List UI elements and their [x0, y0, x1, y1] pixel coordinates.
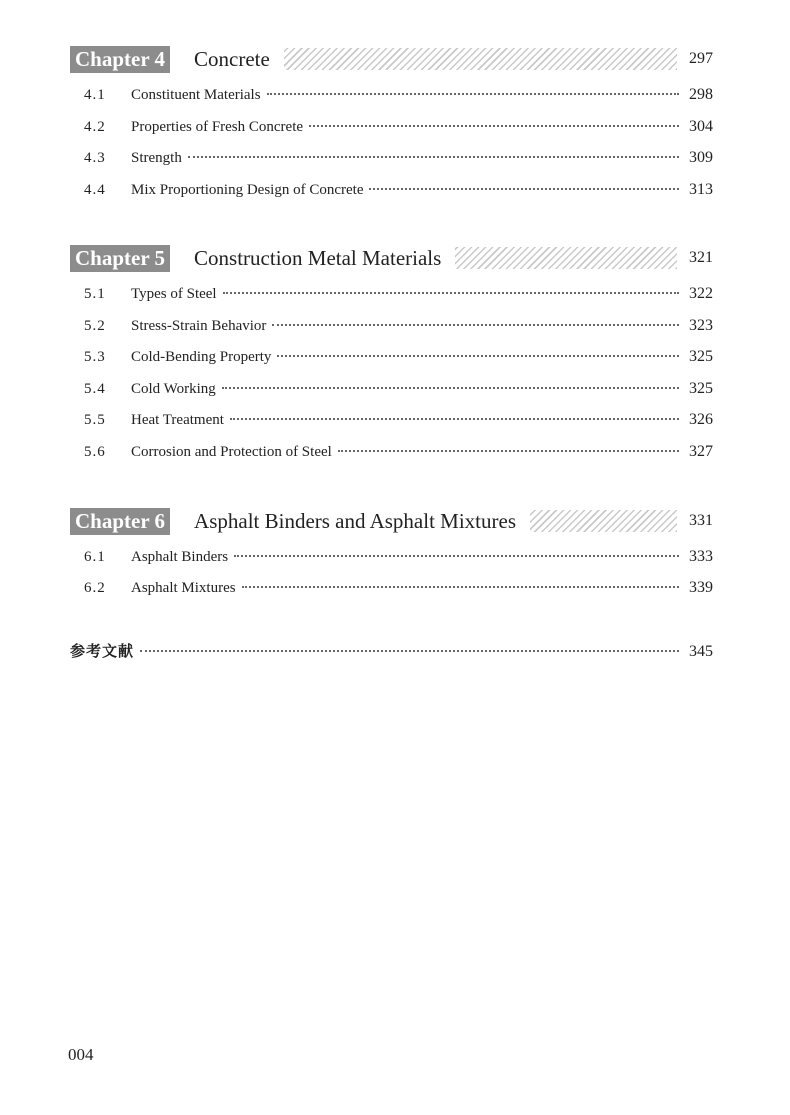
chapter-4-title: Concrete — [194, 46, 270, 71]
leader-dots — [309, 125, 679, 127]
section-number: 5.4 — [84, 381, 106, 397]
section-number: 5.6 — [84, 444, 106, 460]
leader-dots — [234, 555, 679, 557]
chapter-5-heading[interactable] — [70, 243, 713, 273]
leader-dots — [272, 324, 679, 326]
toc-entry-6-2[interactable] — [84, 578, 713, 598]
chapter-6-badge: Chapter 6 — [70, 508, 170, 535]
leader-dots — [277, 355, 679, 357]
page-number: 004 — [68, 1045, 94, 1064]
chapter-5-badge: Chapter 5 — [70, 245, 170, 272]
section-page: 325 — [689, 380, 713, 397]
leader-dots — [267, 93, 679, 95]
chapter-5-title: Construction Metal Materials — [194, 245, 442, 270]
chapter-4-heading[interactable] — [70, 44, 713, 74]
section-page: 304 — [689, 118, 713, 135]
section-page: 333 — [689, 548, 713, 565]
section-title: Stress-Strain Behavior — [131, 318, 267, 334]
section-title: Cold-Bending Property — [131, 349, 272, 365]
leader-dots — [188, 156, 679, 158]
section-number: 5.1 — [84, 286, 106, 302]
section-title: Heat Treatment — [131, 412, 224, 428]
chapter-6-page: 331 — [689, 512, 713, 529]
section-title: Types of Steel — [131, 286, 217, 302]
section-title: Asphalt Mixtures — [131, 580, 236, 596]
section-number: 4.4 — [84, 182, 106, 198]
section-number: 5.5 — [84, 412, 106, 428]
section-number: 6.2 — [84, 580, 106, 596]
leader-dots — [242, 586, 679, 588]
section-number: 5.3 — [84, 349, 106, 365]
toc-entry-5-4[interactable] — [84, 379, 713, 399]
references-page: 345 — [689, 643, 713, 660]
references-title: 参考文献 — [70, 642, 135, 660]
toc-entry-4-3[interactable] — [84, 148, 713, 168]
toc-entry-5-5[interactable] — [84, 410, 713, 430]
section-number: 6.1 — [84, 549, 106, 565]
section-title: Corrosion and Protection of Steel — [131, 444, 332, 460]
chapter-5-hatch-decoration — [455, 247, 677, 269]
section-page: 339 — [689, 579, 713, 596]
chapter-4-hatch-decoration — [284, 48, 677, 70]
section-number: 4.1 — [84, 87, 106, 103]
section-title: Asphalt Binders — [131, 549, 229, 565]
section-number: 4.3 — [84, 150, 106, 166]
leader-dots — [223, 292, 679, 294]
section-page: 298 — [689, 86, 713, 103]
toc-entry-5-6[interactable] — [84, 442, 713, 462]
toc-entry-4-4[interactable] — [84, 180, 713, 200]
section-page: 327 — [689, 443, 713, 460]
section-page: 322 — [689, 285, 713, 302]
chapter-6-title: Asphalt Binders and Asphalt Mixtures — [194, 508, 517, 533]
section-title: Mix Proportioning Design of Concrete — [131, 182, 364, 198]
chapter-5-page: 321 — [689, 249, 713, 266]
leader-dots — [140, 650, 679, 652]
toc-entry-5-1[interactable] — [84, 284, 713, 304]
section-title: Cold Working — [131, 381, 216, 397]
chapter-4-page: 297 — [689, 50, 713, 67]
leader-dots — [230, 418, 679, 420]
section-page: 309 — [689, 149, 713, 166]
toc-entry-6-1[interactable] — [84, 547, 713, 567]
chapter-6-hatch-decoration — [530, 510, 677, 532]
section-page: 313 — [689, 181, 713, 198]
section-page: 323 — [689, 317, 713, 334]
leader-dots — [369, 188, 679, 190]
toc-entry-4-2[interactable] — [84, 117, 713, 137]
chapter-6-heading[interactable] — [70, 506, 713, 536]
leader-dots — [222, 387, 679, 389]
chapter-4-badge: Chapter 4 — [70, 46, 170, 73]
section-page: 325 — [689, 348, 713, 365]
section-title: Strength — [131, 150, 182, 166]
leader-dots — [338, 450, 679, 452]
toc-entry-references[interactable] — [70, 641, 713, 661]
toc-entry-5-2[interactable] — [84, 316, 713, 336]
toc-entry-5-3[interactable] — [84, 347, 713, 367]
section-page: 326 — [689, 411, 713, 428]
section-title: Properties of Fresh Concrete — [131, 119, 304, 135]
section-number: 4.2 — [84, 119, 106, 135]
section-title: Constituent Materials — [131, 87, 261, 103]
toc-entry-4-1[interactable] — [84, 85, 713, 105]
section-number: 5.2 — [84, 318, 106, 334]
